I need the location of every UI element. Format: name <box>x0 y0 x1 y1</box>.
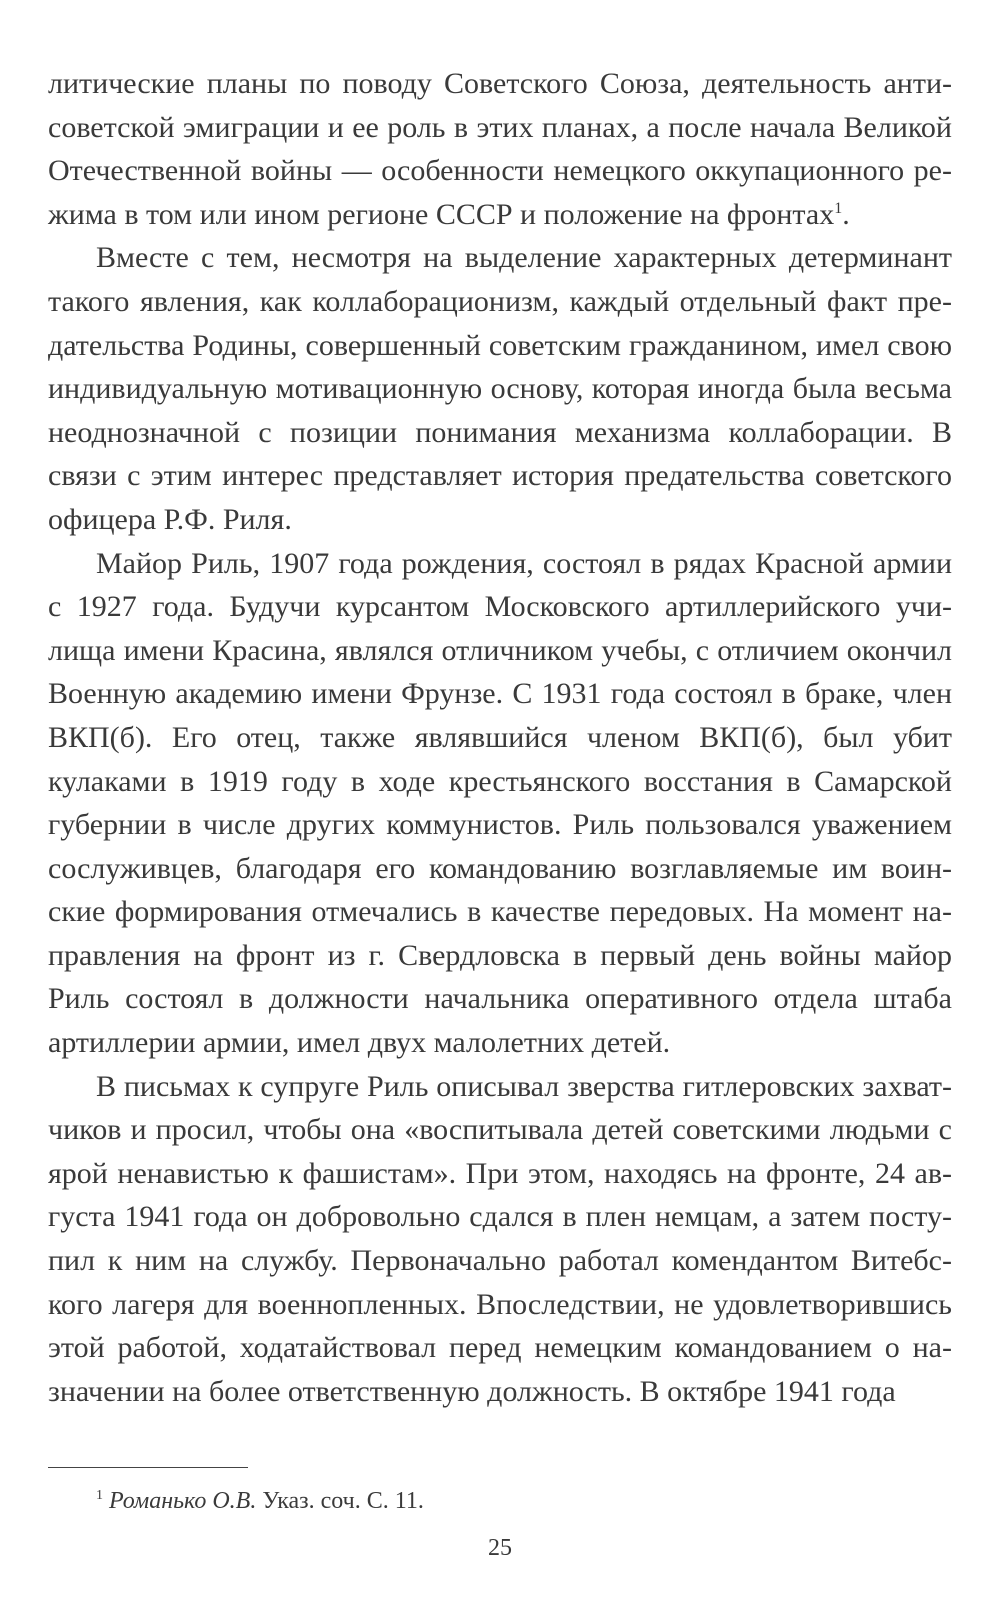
footnote-text: Указ. соч. С. 11. <box>262 1488 424 1514</box>
body-text <box>48 62 952 1413</box>
paragraph-3: Майор Риль, 1907 года рождения, состоял в рядах Красной армии с 1927 года. Будучи курсантом Московского артиллерийского училища имени Красина, являлся отличником учебы, с отличием окончил Военную академию имени Фрунзе. С 1931 года состоял в браке, член ВКП(б). Его отец, также являвшийся членом ВКП(б), был убит кулаками в 1919 году в ходе крестьянского восстания в Самарской губернии в числе других коммунистов. Риль пользовался уважением сослуживцев, благодаря его командованию возглавляемые им воинские формирования отмечались в качестве передовых. На момент направления на фронт из г. Свердловска в первый день войны майор Риль состоял в должности начальника оперативного отдела штаба артиллерии армии, имел двух малолетних детей. <box>48 546 952 1060</box>
paragraph-text: литические планы по поводу Советского Союза, деятельность антисоветской эмиграции и ее роль в этих планах, а после начала Великой Отечественной войны — особенности немецкого оккупационного режима в том или ином регионе СССР и положение на фронтах <box>48 67 952 231</box>
footnote-author: Романько О.В. <box>109 1488 257 1514</box>
page-number: 25 <box>488 1535 512 1561</box>
paragraph-2: Вместе с тем, несмотря на выделение характерных детерминант такого явления, как коллаборационизм, каждый отдельный факт предательства Родины, совершенный советским гражданином, имел свою индивидуальную мотивационную основу, которая иногда была весьма неоднозначной с позиции понимания механизма коллаборации. В связи с этим интерес представляет история предательства советского офицера Р.Ф. Риля. <box>48 241 952 536</box>
paragraph-1: литические планы по поводу Советского Союза, деятельность антисоветской эмиграции и ее роль в этих планах, а после начала Великой Отечественной войны — особенности немецкого оккупационного режима в том или ином регионе СССР и положение на фронтах$^1$. <box>48 67 952 231</box>
footnote <box>96 1486 424 1516</box>
footnote-divider <box>48 1467 248 1468</box>
footnote-number: 1 <box>96 1488 103 1503</box>
paragraph-4: В письмах к супруге Риль описывал зверства гитлеровских захватчиков и просил, чтобы она «воспитывала детей советскими людьми с ярой ненавистью к фашистам». При этом, находясь на фронте, 24 августа 1941 года он добровольно сдался в плен немцам, а затем поступил к ним на службу. Первоначально работал комендантом Витебского лагеря для военнопленных. Впоследствии, не удовлетворившись этой работой, ходатайствовал перед немецким командованием о назначении на более ответственную должность. В октябре 1941 года <box>48 1069 952 1408</box>
footnote-reference: 1 <box>834 199 843 217</box>
